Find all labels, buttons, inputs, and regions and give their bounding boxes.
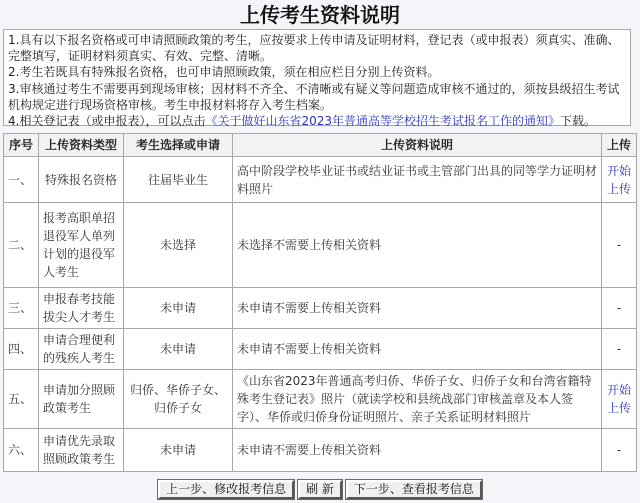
row-upload: - [602, 203, 637, 288]
row-type: 申报春考技能拔尖人才考生 [39, 288, 124, 329]
row-desc: 未申请不需要上传相关资料 [233, 429, 602, 472]
next-step-button[interactable]: 下一步、查看报考信息 [346, 480, 482, 499]
row-no: 六、 [4, 429, 39, 472]
instruction-2: 2.考生若既具有特殊报名资格，也可申请照顾政策，须在相应栏目分别上传资料。 [8, 65, 440, 80]
row-desc: 高中阶段学校毕业证书或结业证书或主管部门出具的同等学力证明材料照片 [233, 157, 602, 203]
row-upload: - [602, 288, 637, 329]
row-desc: 未申请不需要上传相关资料 [233, 288, 602, 329]
row-choice: 未选择 [124, 203, 233, 288]
instruction-1: 1.具有以下报名资格或可申请照顾政策的考生，应按要求上传申请及证明材料，登记表（或申报表）须真实、准确、完整填写，证明材料须真实、有效、完整、清晰。 [8, 33, 620, 64]
row-upload [602, 370, 637, 429]
instruction-4-suffix: 下载。 [560, 114, 597, 129]
start-upload-link[interactable]: 开始上传 [606, 383, 631, 415]
notice-download-link[interactable]: 《关于做好山东省2023年普通高等学校招生考试报名工作的通知》 [205, 114, 560, 129]
instruction-4 [8, 113, 626, 129]
page-title: 上传考生资料说明 [240, 3, 400, 27]
row-no: 五、 [4, 370, 39, 429]
row-upload: - [602, 429, 637, 472]
table-header-row [4, 134, 637, 157]
row-upload: - [602, 329, 637, 370]
row-type: 申请合理便利的残疾人考生 [39, 329, 124, 370]
row-desc: 未申请不需要上传相关资料 [233, 329, 602, 370]
upload-materials-table [3, 133, 637, 472]
row-no: 一、 [4, 157, 39, 203]
row-desc: 《山东省2023年普通高考归侨、华侨子女、归侨子女和台湾省籍特殊考生登记表》照片（就读学校和县统战部门审核盖章及本人签字）、华侨或归侨身份证明照片、亲子关系证明材料照片 [233, 370, 602, 429]
action-buttons [0, 480, 640, 500]
instruction-3: 3.审核通过考生不需要再到现场审核；因材料不齐全、不清晰或有疑义等问题造成审核不通过的，须按县级招生考试机构规定进行现场资格审核。考生申报材料将存入考生档案。 [8, 81, 620, 112]
table-row [4, 288, 637, 329]
header-desc: 上传资料说明 [233, 134, 602, 157]
row-no: 四、 [4, 329, 39, 370]
header-type: 上传资料类型 [39, 134, 124, 157]
prev-step-button[interactable]: 上一步、修改报考信息 [158, 480, 294, 499]
table-row [4, 329, 637, 370]
row-type: 特殊报名资格 [39, 157, 124, 203]
row-no: 三、 [4, 288, 39, 329]
refresh-button[interactable]: 刷 新 [298, 480, 342, 499]
table-row [4, 203, 637, 288]
row-no: 二、 [4, 203, 39, 288]
table-row [4, 370, 637, 429]
start-upload-link[interactable]: 开始上传 [606, 163, 631, 196]
header-upload: 上传 [602, 134, 637, 157]
row-type: 申请优先录取照顾政策考生 [39, 429, 124, 472]
row-choice: 未申请 [124, 329, 233, 370]
instructions-box [3, 29, 631, 129]
table-row [4, 157, 637, 203]
row-type: 报考高职单招退役军人单列计划的退役军人考生 [39, 203, 124, 288]
row-choice: 未申请 [124, 288, 233, 329]
table-row [4, 429, 637, 472]
instruction-4-prefix: 4.相关登记表（或申报表），可以点击 [8, 114, 206, 129]
row-choice: 未申请 [124, 429, 233, 472]
row-choice: 往届毕业生 [124, 157, 233, 203]
row-desc: 未选择不需要上传相关资料 [233, 203, 602, 288]
row-choice: 归侨、华侨子女、归侨子女 [124, 370, 233, 429]
header-no: 序号 [4, 134, 39, 157]
row-upload [602, 157, 637, 203]
row-type: 申请加分照顾政策考生 [39, 370, 124, 429]
header-choice: 考生选择或申请 [124, 134, 233, 157]
